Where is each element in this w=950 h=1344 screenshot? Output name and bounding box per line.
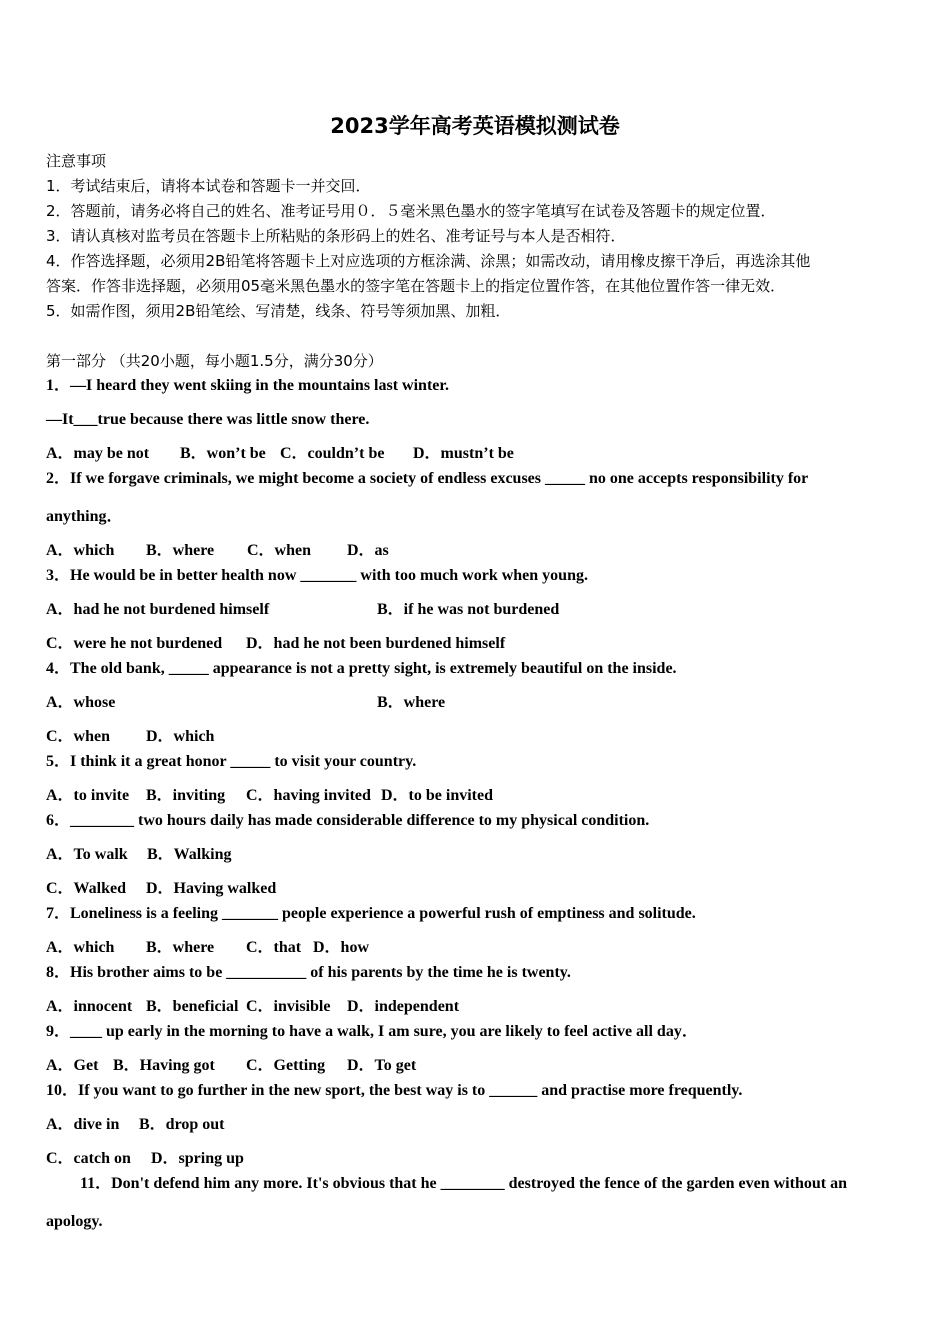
question-9-option-d: D．To get — [347, 1057, 417, 1074]
question-1-option-d: D．mustn’t be — [413, 445, 514, 462]
question-7-option-c: C．that — [246, 939, 302, 956]
question-3-option-b: B．if he was not burdened — [377, 601, 560, 618]
question-11-stem: 11．Don't defend him any more. It's obvious that he ________ destroyed the fence of the garden even without an — [80, 1175, 847, 1192]
notice-item: 3．请认真核对监考员在答题卡上所粘贴的条形码上的姓名、准考证号与本人是否相符． — [46, 227, 626, 245]
question-1-option-b: B．won’t be — [180, 445, 266, 462]
notice-item: 2．答题前，请务必将自己的姓名、准考证号用０．５毫米黑色墨水的签字笔填写在试卷及答题卡的规定位置． — [46, 202, 776, 220]
question-2-stem-continued: anything． — [46, 508, 123, 525]
question-2-option-d: D．as — [347, 542, 389, 559]
question-8-option-b: B．beneficial — [146, 998, 239, 1015]
question-8-option-c: C．invisible — [246, 998, 331, 1015]
question-3-option-c: C．were he not burdened — [46, 635, 223, 652]
question-3-option-a: A．had he not burdened himself — [46, 601, 270, 618]
question-11-stem-continued: apology. — [46, 1213, 103, 1230]
question-3-option-d: D．had he not been burdened himself — [246, 635, 506, 652]
question-1-option-c: C．couldn’t be — [280, 445, 385, 462]
notice-item: 1．考试结束后，请将本试卷和答题卡一并交回． — [46, 177, 371, 195]
question-7-option-b: B．where — [146, 939, 215, 956]
question-6-option-a: A．To walk — [46, 846, 128, 863]
question-6-stem: 6．________ two hours daily has made considerable difference to my physical condition. — [46, 812, 650, 829]
question-1-stem-continued: —It___true because there was little snow there. — [46, 411, 370, 428]
question-6-option-c: C．Walked — [46, 880, 127, 897]
section-heading: 第一部分 （共20小题，每小题1.5分，满分30分） — [46, 352, 383, 370]
question-5-option-a: A．to invite — [46, 787, 130, 804]
question-7-option-d: D．how — [313, 939, 370, 956]
question-4-option-c: C．when — [46, 728, 111, 745]
notice-item: 4．作答选择题，必须用2B铅笔将答题卡上对应选项的方框涂满、涂黑；如需改动，请用橡皮擦干净后，再选涂其他 — [46, 252, 811, 270]
question-9-stem: 9．____ up early in the morning to have a walk, I am sure, you are likely to feel active all day． — [46, 1023, 698, 1040]
question-10-option-b: B．drop out — [139, 1116, 225, 1133]
question-8-option-d: D．independent — [347, 998, 460, 1015]
notice-heading: 注意事项 — [46, 152, 107, 170]
question-1-option-a: A．may be not — [46, 445, 150, 462]
question-9-option-a: A．Get — [46, 1057, 99, 1074]
question-2-option-b: B．where — [146, 542, 215, 559]
question-4-option-d: D．which — [146, 728, 215, 745]
question-1-stem: 1．—I heard they went skiing in the mountains last winter. — [46, 377, 450, 394]
question-5-stem: 5．I think it a great honor _____ to visit your country. — [46, 753, 417, 770]
question-5-option-c: C．having invited — [246, 787, 371, 804]
question-10-option-a: A．dive in — [46, 1116, 120, 1133]
page-title: 2023学年高考英语模拟测试卷 — [330, 114, 620, 138]
question-8-stem: 8．His brother aims to be __________ of his parents by the time he is twenty. — [46, 964, 571, 981]
question-5-option-b: B．inviting — [146, 787, 226, 804]
question-10-option-d: D．spring up — [151, 1150, 244, 1167]
question-4-option-a: A．whose — [46, 694, 116, 711]
question-8-option-a: A．innocent — [46, 998, 133, 1015]
question-10-stem: 10．If you want to go further in the new sport, the best way is to ______ and practise more frequently. — [46, 1082, 743, 1099]
question-10-option-c: C．catch on — [46, 1150, 131, 1167]
question-6-option-b: B．Walking — [147, 846, 232, 863]
question-9-option-c: C．Getting — [246, 1057, 326, 1074]
question-2-stem: 2．If we forgave criminals, we might become a society of endless excuses _____ no one accepts responsibility for — [46, 470, 809, 487]
notice-item: 答案．作答非选择题，必须用05毫米黑色墨水的签字笔在答题卡上的指定位置作答，在其他位置作答一律无效． — [46, 277, 786, 295]
question-4-option-b: B．where — [377, 694, 446, 711]
question-3-stem: 3．He would be in better health now _______ with too much work when young. — [46, 567, 588, 584]
notice-item: 5．如需作图，须用2B铅笔绘、写清楚，线条、符号等须加黑、加粗． — [46, 302, 511, 320]
question-6-option-d: D．Having walked — [146, 880, 277, 897]
question-5-option-d: D．to be invited — [381, 787, 494, 804]
question-2-option-c: C．when — [247, 542, 312, 559]
question-9-option-b: B．Having got — [113, 1057, 215, 1074]
question-2-option-a: A．which — [46, 542, 115, 559]
question-7-option-a: A．which — [46, 939, 115, 956]
question-4-stem: 4．The old bank, _____ appearance is not a pretty sight, is extremely beautiful on the inside. — [46, 660, 677, 677]
question-7-stem: 7．Loneliness is a feeling _______ people experience a powerful rush of emptiness and solitude. — [46, 905, 696, 922]
